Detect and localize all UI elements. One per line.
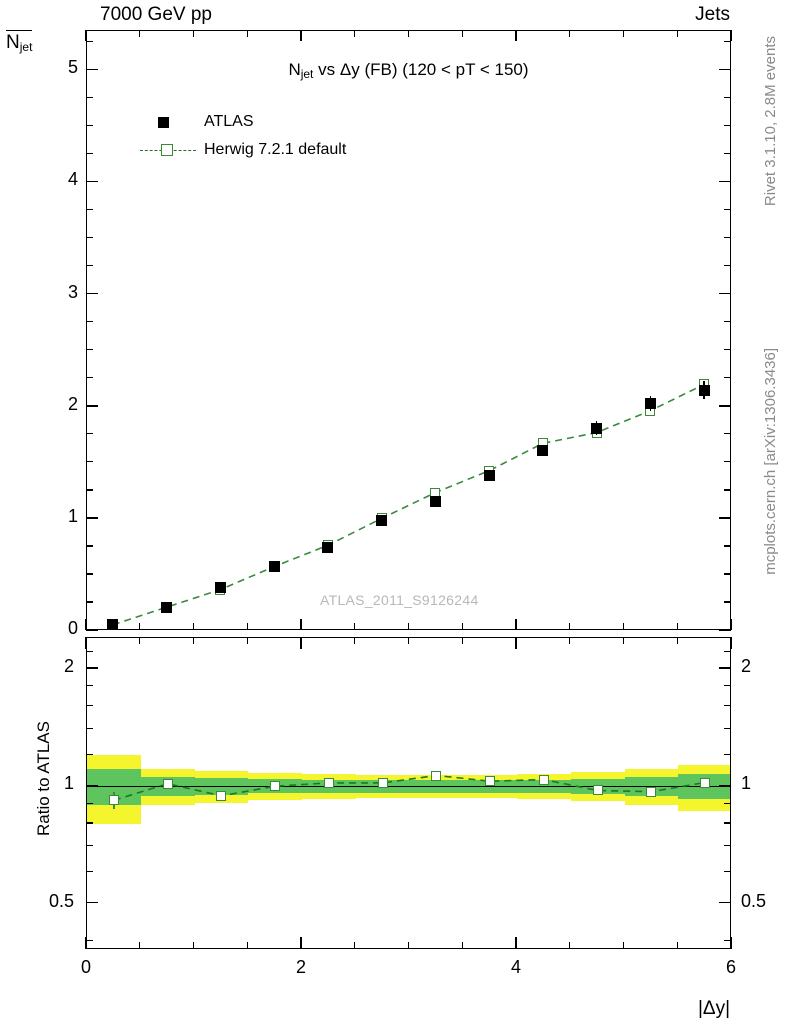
ratio-y-tick-minor — [86, 822, 93, 823]
y-tick-label: 0 — [67, 618, 78, 638]
x-tick-label: 6 — [725, 957, 736, 977]
x-tick-minor — [139, 942, 140, 949]
x-tick-major — [85, 937, 87, 949]
ratio-y-tick-minor — [86, 728, 93, 729]
ratio-y-tick-minor-right — [724, 685, 731, 686]
ratio-y-tick-minor-right — [724, 871, 731, 872]
plot-title-sub: jet — [300, 67, 314, 81]
ratio-y-axis-title: Ratio to ATLAS — [34, 721, 53, 836]
plot-title-rest: (FB) (120 < pT < 150) — [359, 60, 529, 79]
plot-title-dy: Δy — [339, 60, 360, 79]
x-tick-major — [300, 937, 302, 949]
ratio-y-tick-right — [719, 785, 731, 787]
ratio-y-tick-minor-right — [724, 705, 731, 706]
ratio-y-tick-minor-right — [724, 845, 731, 846]
legend-label-herwig: Herwig 7.2.1 default — [204, 141, 347, 158]
ratio-y-tick-minor — [86, 871, 93, 872]
ratio-y-tick-minor — [86, 685, 93, 686]
ratio-y-tick-minor — [86, 705, 93, 706]
x-tick-minor-top — [247, 637, 248, 644]
x-tick-major — [730, 937, 732, 949]
x-tick-minor-top — [569, 637, 570, 644]
rivet-caption: Rivet 3.1.10, 2.8M events — [762, 36, 779, 207]
ratio-y-tick — [86, 785, 98, 787]
x-tick-major-top — [85, 637, 87, 649]
y-axis-title-sub: jet — [19, 40, 33, 54]
plot-title-vs: vs — [313, 60, 340, 79]
y-tick-label: 1 — [67, 505, 78, 526]
x-tick-minor — [408, 942, 409, 949]
x-tick-major-top — [515, 637, 517, 649]
y-tick-label: 4 — [67, 169, 78, 190]
x-tick-minor — [462, 942, 463, 949]
ratio-y-tick — [86, 667, 98, 669]
x-tick-minor-top — [677, 637, 678, 644]
y-tick-label: 3 — [67, 281, 78, 302]
y-tick-label: 2 — [67, 393, 78, 414]
x-tick-minor — [247, 942, 248, 949]
x-tick-major-top — [300, 637, 302, 649]
ratio-y-tick-label-right: 1 — [741, 773, 752, 794]
x-tick-label: 0 — [80, 957, 91, 977]
analysis-watermark: ATLAS_2011_S9126244 — [320, 592, 479, 608]
x-tick-label: 4 — [510, 957, 521, 977]
x-tick-major — [515, 937, 517, 949]
x-tick-minor-top — [193, 637, 194, 644]
x-tick-major-top — [730, 637, 732, 649]
ratio-y-tick-minor — [86, 803, 93, 804]
x-axis-title: |Δy| — [697, 998, 730, 1019]
header-analysis-label: Jets — [695, 4, 730, 25]
mcplots-caption: mcplots.cern.ch [arXiv:1306.3436] — [762, 348, 779, 575]
ratio-y-tick-label-right: 2 — [741, 655, 752, 676]
ratio-y-tick-label: 1 — [63, 773, 74, 794]
x-tick-minor-top — [139, 637, 140, 644]
ratio-y-tick-label-right: 0.5 — [741, 890, 767, 911]
legend-label-atlas: ATLAS — [204, 113, 254, 130]
x-tick-minor — [677, 942, 678, 949]
x-tick-minor — [354, 942, 355, 949]
ratio-y-tick-minor — [86, 940, 93, 941]
plot-title-n: N — [288, 60, 301, 79]
x-tick-minor-top — [408, 637, 409, 644]
x-tick-minor — [193, 942, 194, 949]
ratio-y-tick-minor — [86, 754, 93, 755]
y-axis-title-main: N — [6, 32, 20, 53]
header-beam-label: 7000 GeV pp — [100, 4, 212, 25]
x-tick-minor-top — [462, 637, 463, 644]
ratio-y-tick-right — [719, 902, 731, 904]
ratio-y-tick — [86, 902, 98, 904]
ratio-y-tick-minor — [86, 651, 93, 652]
x-tick-minor-top — [354, 637, 355, 644]
ratio-y-tick-minor — [86, 845, 93, 846]
ratio-y-tick-label: 2 — [63, 655, 74, 676]
y-tick-label: 5 — [67, 57, 78, 78]
x-tick-label: 2 — [295, 957, 306, 977]
ratio-y-tick-minor-right — [724, 803, 731, 804]
ratio-y-tick-minor-right — [724, 754, 731, 755]
ratio-y-tick-minor-right — [724, 822, 731, 823]
ratio-y-tick-minor-right — [724, 728, 731, 729]
ratio-y-tick-minor-right — [724, 651, 731, 652]
x-tick-minor — [623, 942, 624, 949]
x-tick-minor-top — [623, 637, 624, 644]
ratio-y-tick-right — [719, 667, 731, 669]
x-tick-minor — [569, 942, 570, 949]
ratio-y-tick-label: 0.5 — [48, 890, 74, 911]
